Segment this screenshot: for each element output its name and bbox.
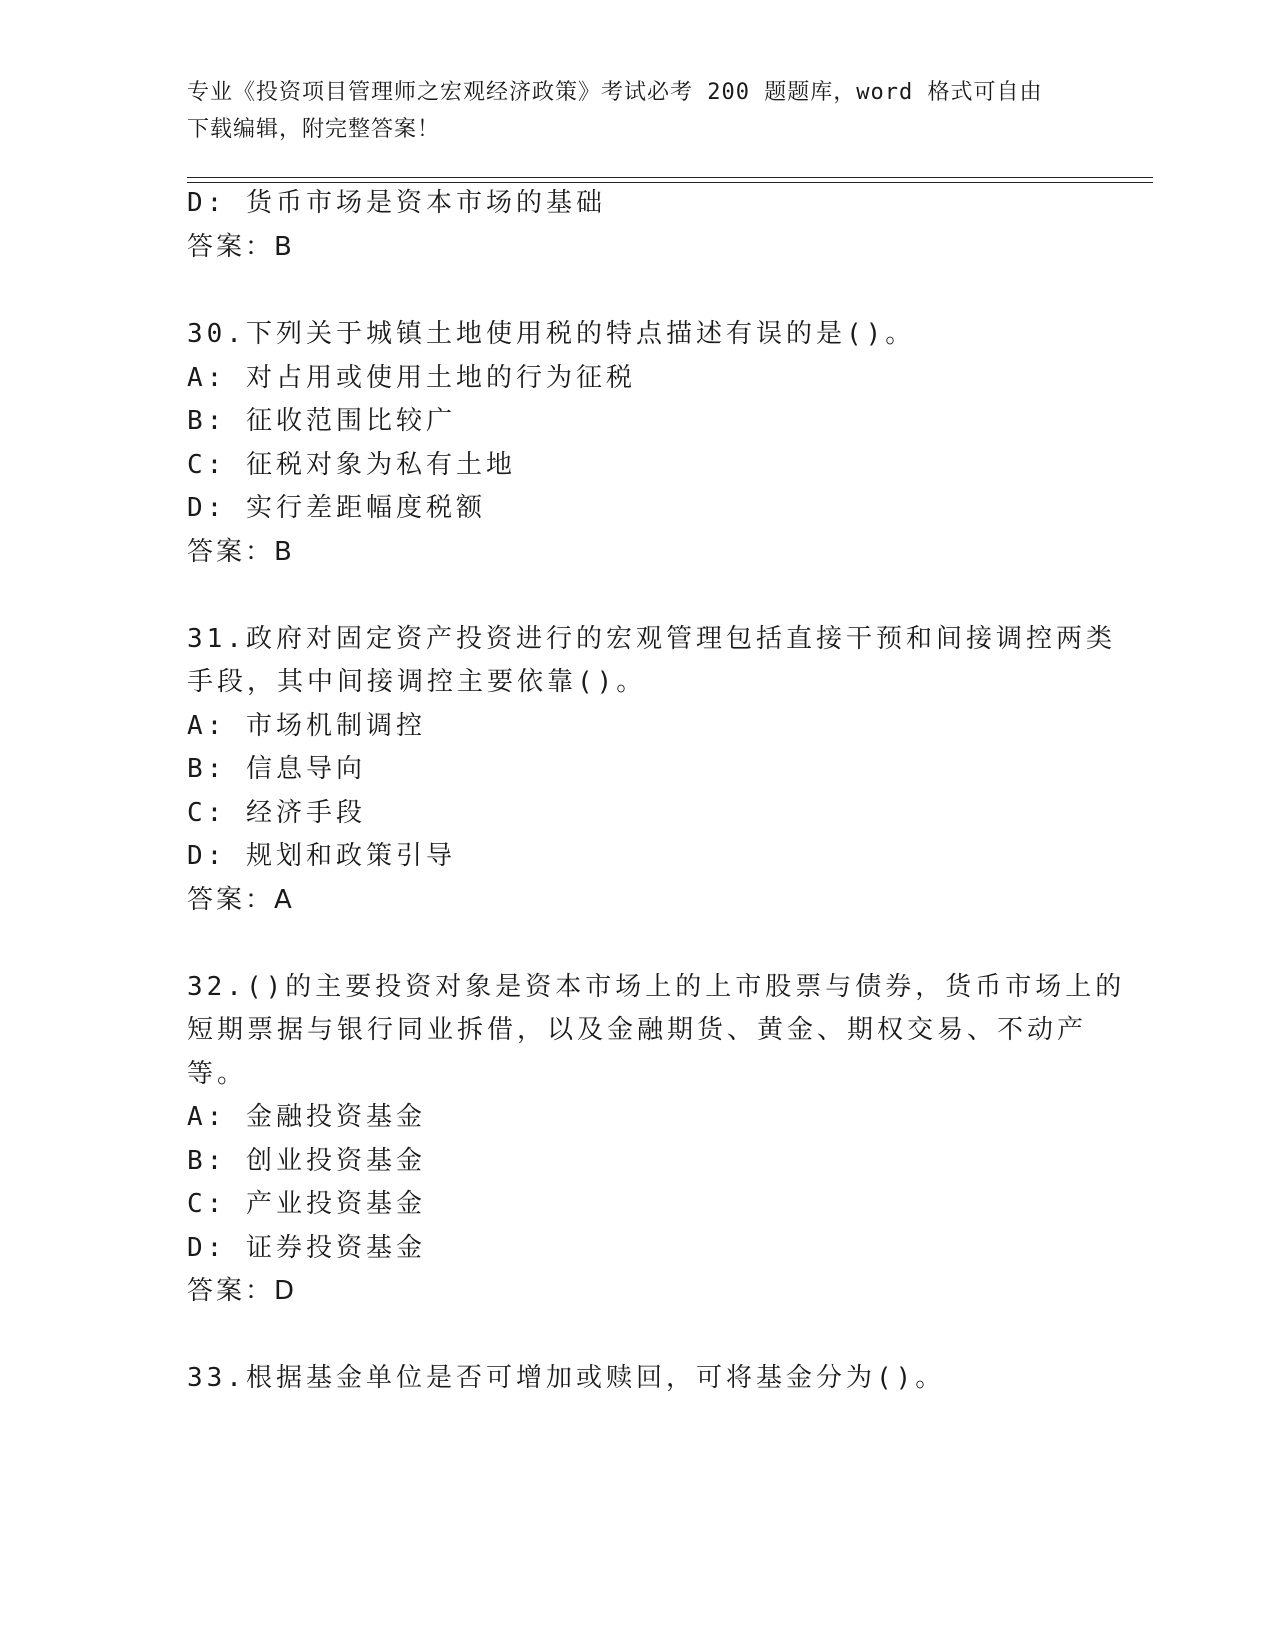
- prev-answer: 答案：B: [187, 232, 295, 262]
- header-divider-top: [187, 177, 1153, 178]
- header-line-2: 下载编辑，附完整答案！: [187, 117, 441, 142]
- q32-option-d: D: 证券投资基金: [187, 1233, 426, 1263]
- header-line-1: 专业《投资项目管理师之宏观经济政策》考试必考 200 题题库，word 格式可自由: [187, 80, 1043, 105]
- q33-stem: 33.根据基金单位是否可增加或赎回，可将基金分为()。: [187, 1363, 946, 1393]
- q32-stem-line-1: 32.()的主要投资对象是资本市场上的上市股票与债券，货币市场上的: [187, 972, 1126, 1002]
- q32-option-b: B: 创业投资基金: [187, 1146, 426, 1176]
- q32-stem-line-2: 短期票据与银行同业拆借，以及金融期货、黄金、期权交易、不动产: [187, 1015, 1088, 1045]
- q31-option-a: A: 市场机制调控: [187, 711, 426, 741]
- q31-option-b: B: 信息导向: [187, 754, 366, 784]
- q30-option-d: D: 实行差距幅度税额: [187, 493, 486, 523]
- q30-answer: 答案：B: [187, 537, 295, 567]
- q30-stem: 30.下列关于城镇土地使用税的特点描述有误的是()。: [187, 319, 916, 349]
- q31-stem-line-2: 手段，其中间接调控主要依靠()。: [187, 667, 647, 697]
- header-divider-bottom: [187, 182, 1153, 183]
- q32-option-a: A: 金融投资基金: [187, 1102, 426, 1132]
- prev-option-d: D: 货币市场是资本市场的基础: [187, 188, 606, 218]
- q32-answer: 答案：D: [187, 1276, 298, 1306]
- q31-option-c: C: 经济手段: [187, 798, 366, 828]
- q31-stem-line-1: 31.政府对固定资产投资进行的宏观管理包括直接干预和间接调控两类: [187, 624, 1116, 654]
- q30-option-a: A: 对占用或使用土地的行为征税: [187, 363, 636, 393]
- q31-option-d: D: 规划和政策引导: [187, 841, 456, 871]
- q32-stem-line-3: 等。: [187, 1059, 248, 1089]
- document-header: [187, 74, 1067, 148]
- q31-answer: 答案：A: [187, 885, 295, 915]
- q32-option-c: C: 产业投资基金: [187, 1189, 426, 1219]
- q30-option-b: B: 征收范围比较广: [187, 406, 456, 436]
- q30-option-c: C: 征税对象为私有土地: [187, 450, 516, 480]
